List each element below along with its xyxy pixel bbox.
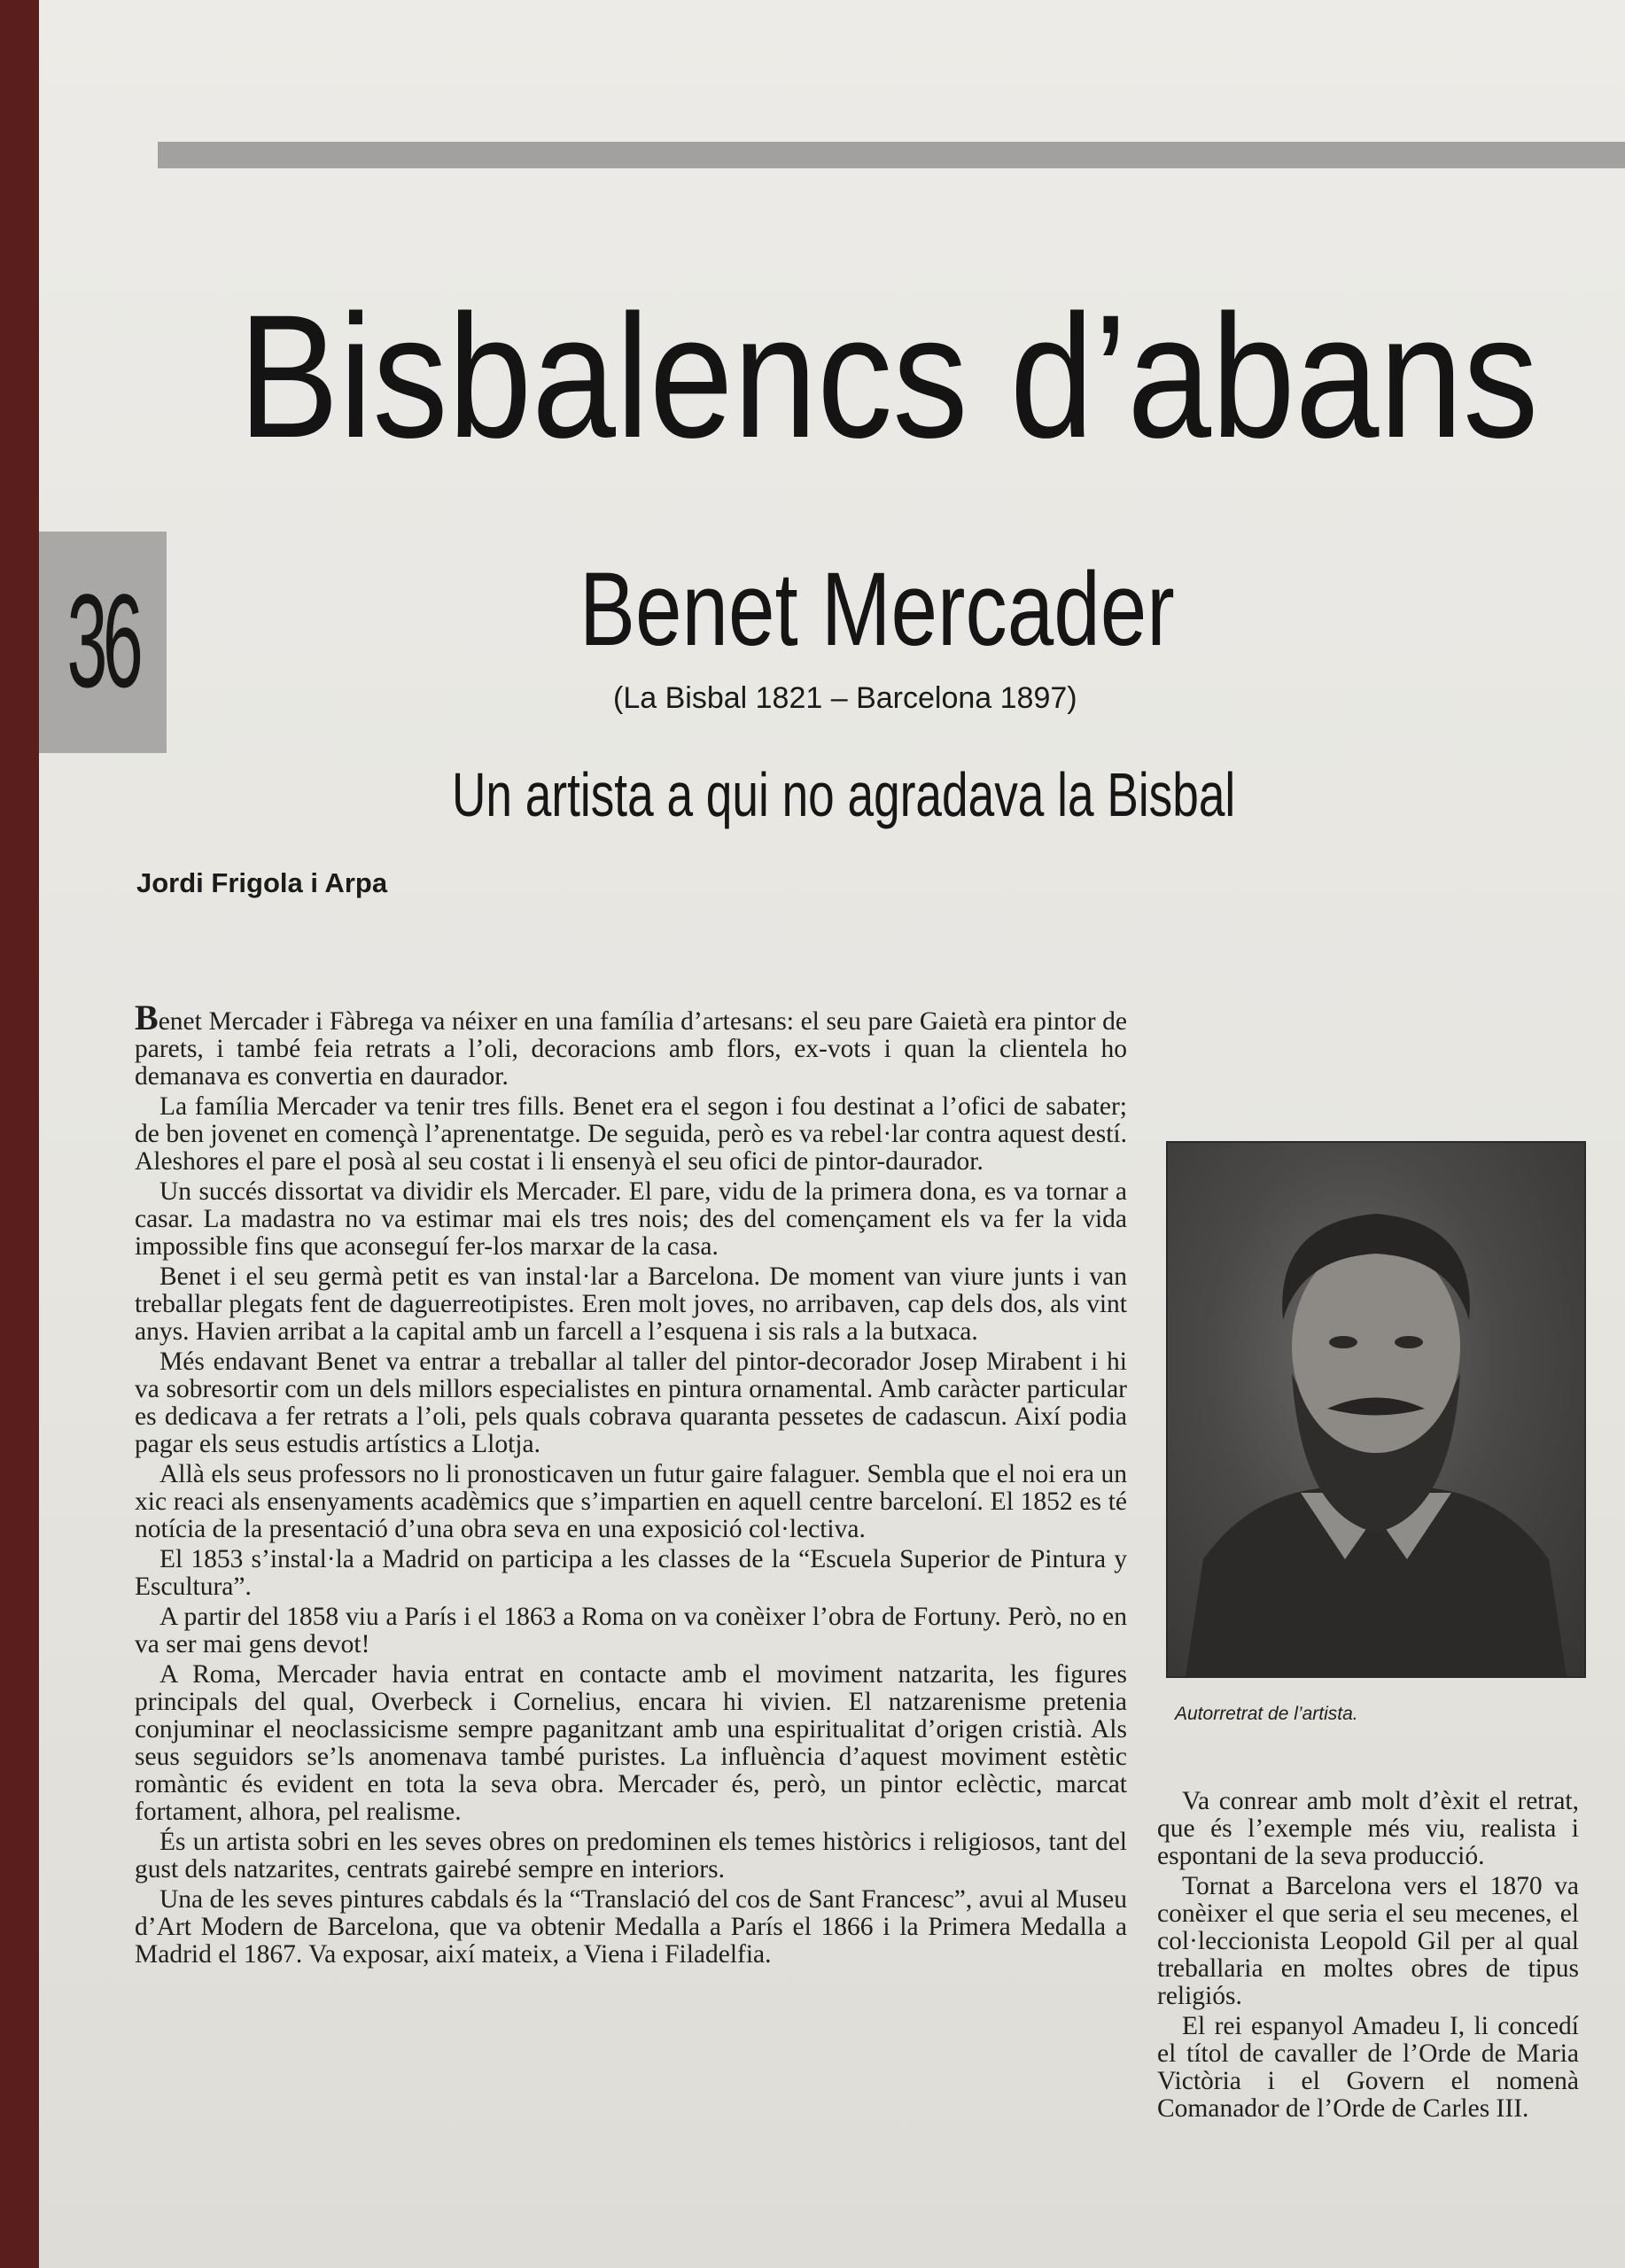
paragraph: El rei espanyol Amadeu I, li concedí el títol de cavaller de l’Orde de Maria Victòria i el Govern el nomenà Comanador de l’Orde de Carles III. — [1157, 2012, 1579, 2123]
article-tagline: Un artista a qui no agradava la Bisbal — [452, 760, 1236, 829]
paragraph: Una de les seves pintures cabdals és la “Translació del cos de Sant Francesc”, avui al Museu d’Art Modern de Barcelona, que va obtenir Medalla a París el 1866 i la Primera Medalla a Madrid el 1867. Va exposar, així mateix, a Viena i Filadelfia. — [135, 1885, 1127, 1969]
article-subtitle: Benet Mercader — [579, 551, 1175, 668]
paragraph: És un artista sobri en les seves obres on predominen els temes històrics i religiosos, tant del gust dels natzarites, centrats gairebé sempre en interiors. — [135, 1828, 1127, 1884]
page-number: 36 — [66, 566, 139, 715]
life-dates: (La Bisbal 1821 – Barcelona 1897) — [613, 681, 1077, 715]
figure-caption: Autorretrat de l’artista. — [1175, 1704, 1358, 1724]
paragraph: Tornat a Barcelona vers el 1870 va conèixer el que seria el seu mecenes, el col·leccionista Leopold Gil per al qual treballaria en moltes obres de tipus religiós. — [1157, 1872, 1579, 2010]
paragraph: Va conrear amb molt d’èxit el retrat, que és l’exemple més viu, realista i espontani de la seva producció. — [1157, 1787, 1579, 1870]
paragraph: Benet i el seu germà petit es van instal·lar a Barcelona. De moment van viure junts i van treballar plegats fent de daguerreotipistes. Eren molt joves, no arribaven, cap dels dos, als vint anys. Havien arribat a la capital amb un farcell a l’esquena i sis rals a la butxaca. — [135, 1262, 1127, 1346]
paragraph-text: enet Mercader i Fàbrega va néixer en una família d’artesans: el seu pare Gaietà era pintor de parets, i també feia retrats a l’oli, decoracions amb flors, ex-vots i quan la clientela ho demanava es convertia en daurador. — [135, 1007, 1127, 1091]
paragraph: A Roma, Mercader havia entrat en contacte amb el moviment natzarita, les figures principals del qual, Overbeck i Cornelius, encara hi vivien. El natzarenisme pretenia conjuminar el neoclassicisme sempre paganitzant amb una espiritualitat d’origen cristià. Als seus seguidors se’ls anomenava també puristes. La influència d’aquest moviment estètic romàntic és evident en tota la seva obra. Mercader és, però, un pintor eclèctic, marcat fortament, alhora, pel realisme. — [135, 1660, 1127, 1826]
article-title: Bisbalencs d’abans — [238, 278, 1539, 474]
paragraph: A partir del 1858 viu a París i el 1863 a Roma on va conèixer l’obra de Fortuny. Però, no en va ser mai gens devot! — [135, 1603, 1127, 1658]
paragraph: Allà els seus professors no li pronosticaven un futur gaire falaguer. Sembla que el noi era un xic reaci als ensenyaments acadèmics que s’impartien en aquell centre barceloní. El 1852 es té notícia de la presentació d’una obra seva en una exposició col·lectiva. — [135, 1460, 1127, 1543]
author-byline: Jordi Frigola i Arpa — [136, 867, 388, 898]
drop-cap: B — [135, 998, 159, 1037]
magazine-page — [39, 0, 1625, 2268]
paragraph: El 1853 s’instal·la a Madrid on participa a les classes de la “Escuela Superior de Pintura y Escultura”. — [135, 1545, 1127, 1601]
side-text-column — [1157, 1788, 1579, 2125]
self-portrait-image — [1166, 1141, 1586, 1678]
paragraph: Un succés dissortat va dividir els Mercader. El pare, vidu de la primera dona, es va tornar a casar. La madastra no va estimar mai els tres nois; des del començament els va fer la vida impossible fins que aconseguí fer-los marxar de la casa. — [135, 1177, 1127, 1261]
main-text-column — [135, 998, 1127, 1971]
paragraph: La família Mercader va tenir tres fills. Benet era el segon i fou destinat a l’ofici de sabater; de ben jovenet en començà l’aprenentatge. De seguida, però es va rebel·lar contra aquest destí. Aleshores el pare el posà al seu costat i li ensenyà el seu ofici de pintor-daurador. — [135, 1092, 1127, 1176]
portrait-illustration — [1168, 1143, 1584, 1676]
paragraph: Més endavant Benet va entrar a treballar al taller del pintor-decorador Josep Mirabent i hi va sobresortir com un dels millors especialistes en pintura ornamental. Amb caràcter particular es dedicava a fer retrats a l’oli, pels quals cobrava quaranta pessetes de cadascun. Així podia pagar els seus estudis artístics a Llotja. — [135, 1348, 1127, 1458]
paragraph — [135, 998, 1127, 1091]
header-rule — [158, 142, 1625, 168]
